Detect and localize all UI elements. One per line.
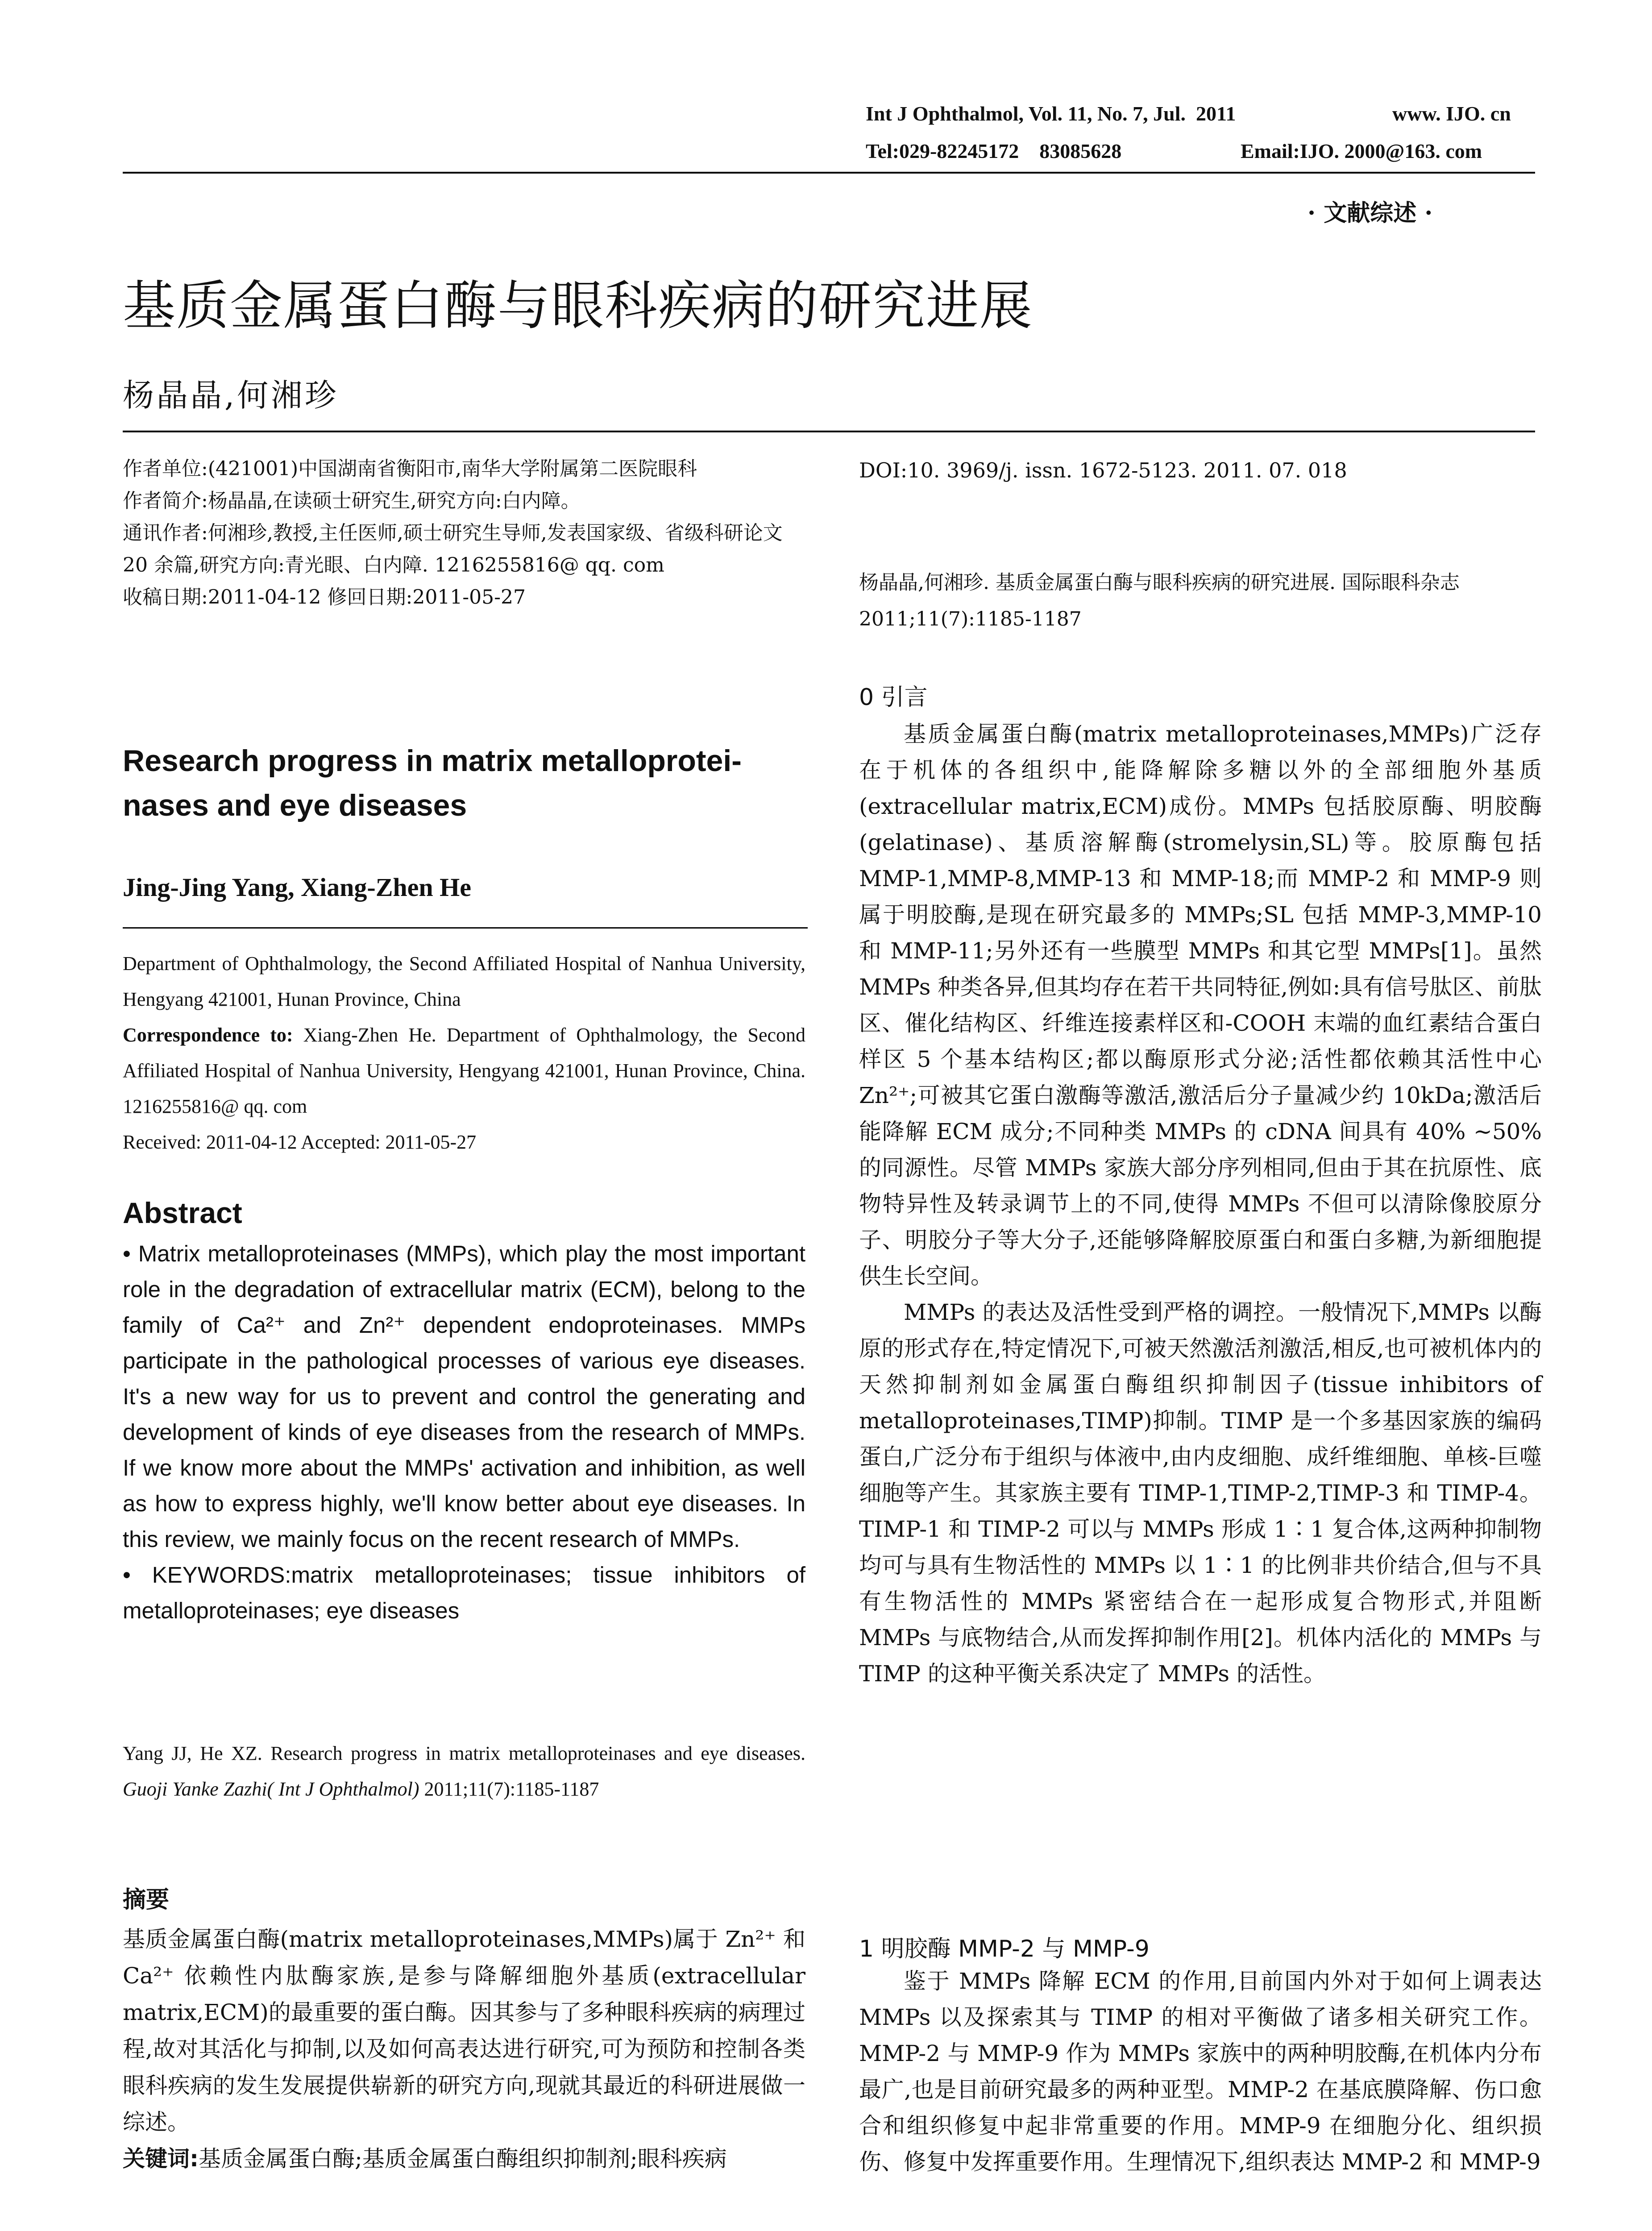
section-0-paragraph-1: 基质金属蛋白酶(matrix metalloproteinases,MMPs)广泛存在于机体的各组织中,能降解除多糖以外的全部细胞外基质(extracellular matrix,ECM)成份。MMPs 包括胶原酶、明胶酶(gelatinase)、基质溶解酶(stromelysin,SL)等。胶原酶包括 MMP-1,MMP-8,MMP-13 和 MMP-18;而 MMP-2 和 MMP-9 则属于明胶酶,是现在研究最多的 MMPs;SL 包括 MMP-3,MMP-10 和 MMP-11;另外还有一些膜型 MMPs 和其它型 MMPs[1]。虽然 MMPs 种类各异,但其均存在若干共同特征,例如:具有信号肽区、前肽区、催化结构区、纤维连接素样区和-COOH 末端的血红素结合蛋白样区 5 个基本结构区;都以酶原形式分泌;活性都依赖其活性中心 Zn²⁺;可被其它蛋白激酶等激活,激活后分子量减少约 10kDa;激活后能降解 ECM 成分;不同种类 MMPs 的 cDNA 间具有 40% ~50% 的同源性。尽管 MMPs 家族大部分序列相同,但由于其在抗原性、底物特异性及转录调节上的不同,使得 MMPs 不但可以清除像胶原分子、明胶分子等大分子,还能够降解胶原蛋白和蛋白多糖,为新细胞提供生长空间。 <box>859 721 1542 1289</box>
zhaiyao-heading: 摘要 <box>123 1887 170 1913</box>
zhaiyao-keywords <box>123 2140 805 2177</box>
abstract-keywords: • KEYWORDS:matrix metalloproteinases; tissue inhibitors of metalloproteinases; eye diseases <box>123 1562 805 1623</box>
doi: DOI:10. 3969/j. issn. 1672-5123. 2011. 07. 018 <box>859 458 1347 482</box>
article-authors: 杨晶晶,何湘珍 <box>123 377 339 414</box>
journal-website: www. IJO. cn <box>1392 102 1511 125</box>
article-title: 基质金属蛋白酶与眼科疾病的研究进展 <box>123 275 1034 336</box>
zhaiyao-body <box>123 1921 805 2177</box>
english-authors-rule <box>123 927 808 929</box>
keywords-label: 关键词: <box>123 2146 199 2172</box>
corresponding-author: 通讯作者:何湘珍,教授,主任医师,硕士研究生导师,发表国家级、省级科研论文 20 余篇,研究方向:青光眼、白内障. 1216255816@ qq. com <box>123 522 783 576</box>
section-tag: · 文献综述 · <box>1307 199 1433 227</box>
english-department: Department of Ophthalmology, the Second Affiliated Hospital of Nanhua University, Hengyang 421001, Hunan Province, China <box>123 953 805 1010</box>
section-0-body <box>859 716 1542 1692</box>
abstract-heading: Abstract <box>123 1196 242 1229</box>
journal-tel: Tel:029-82245172 83085628 <box>866 140 1122 162</box>
english-correspondence <box>123 1017 805 1124</box>
citation-journal: Guoji Yanke Zazhi( Int J Ophthalmol) <box>123 1778 419 1800</box>
header-rule <box>123 172 1535 174</box>
author-bio: 作者简介:杨晶晶,在读硕士研究生,研究方向:白内障。 <box>123 489 581 512</box>
author-affiliation: 作者单位:(421001)中国湖南省衡阳市,南华大学附属第二医院眼科 <box>123 457 697 480</box>
abstract-body <box>123 1236 805 1629</box>
section-1-body <box>859 1963 1542 2180</box>
section-0-paragraph-2: MMPs 的表达及活性受到严格的调控。一般情况下,MMPs 以酶原的形式存在,特定情况下,可被天然激活剂激活,相反,也可被机体内的天然抑制剂如金属蛋白酶组织抑制因子(tissue inhibitors of metalloproteinases,TIMP)抑制。TIMP 是一个多基因家族的编码蛋白,广泛分布于组织与体液中,由内皮细胞、成纤维细胞、单核-巨噬细胞等产生。其家族主要有 TIMP-1,TIMP-2,TIMP-3 和 TIMP-4。TIMP-1 和 TIMP-2 可以与 MMPs 形成 1∶1 复合体,这两种抑制物均可与具有生物活性的 MMPs 以 1∶1 的比例非共价结合,但与不具有生物活性的 MMPs 紧密结合在一起形成复合物形式,并阻断 MMPs 与底物结合,从而发挥抑制作用[2]。机体内活化的 MMPs 与 TIMP 的这种平衡关系决定了 MMPs 的活性。 <box>859 1299 1542 1687</box>
section-1-heading: 1 明胶酶 MMP-2 与 MMP-9 <box>859 1936 1150 1962</box>
author-meta <box>123 453 805 614</box>
english-affiliation <box>123 946 805 1160</box>
section-1-paragraph-1: 鉴于 MMPs 降解 ECM 的作用,目前国内外对于如何上调表达 MMPs 以及探索其与 TIMP 的相对平衡做了诸多相关研究工作。MMP-2 与 MMP-9 作为 MMPs 家族中的两种明胶酶,在机体内分布最广,也是目前研究最多的两种亚型。MMP-2 在基底膜降解、伤口愈合和组织修复中起非常重要的作用。MMP-9 在细胞分化、组织损伤、修复中发挥重要作用。生理情况下,组织表达 MMP-2 和 MMP-9 <box>859 1968 1542 2175</box>
title-rule <box>123 431 1535 432</box>
abstract-text: • Matrix metalloproteinases (MMPs), which play the most important role in the degradation of extracellular matrix (ECM), belong to the family of Ca²⁺ and Zn²⁺ dependent endoproteinases. MMPs participate in the pathological processes of various eye diseases. It's a new way for us to prevent and control the generating and development of kinds of eye diseases from the research of MMPs. If we know more about the MMPs' activation and inhibition, as well as how to express highly, we'll know better about eye diseases. In this review, we mainly focus on the recent research of MMPs. <box>123 1241 805 1552</box>
zhaiyao-text: 基质金属蛋白酶(matrix metalloproteinases,MMPs)属于 Zn²⁺ 和 Ca²⁺ 依赖性内肽酶家族,是参与降解细胞外基质(extracellular matrix,ECM)的最重要的蛋白酶。因其参与了多种眼科疾病的病理过程,故对其活化与抑制,以及如何高表达进行研究,可为预防和控制各类眼科疾病的发生发展提供崭新的研究方向,现就其最近的科研进展做一综述。 <box>123 1926 805 2135</box>
doi-block <box>859 453 1542 488</box>
english-title: Research progress in matrix metalloprotei-nases and eye diseases <box>123 744 742 822</box>
received-dates-cn: 收稿日期:2011-04-12 修回日期:2011-05-27 <box>123 586 526 609</box>
journal-email: Email:IJO. 2000@163. com <box>1241 140 1482 162</box>
english-received: Received: 2011-04-12 Accepted: 2011-05-27 <box>123 1131 477 1153</box>
correspondence-label: Correspondence to: <box>123 1024 293 1046</box>
english-authors: Jing-Jing Yang, Xiang-Zhen He <box>123 873 471 902</box>
correspondence-text: Xiang-Zhen He. Department of Ophthalmology, the Second Affiliated Hospital of Nanhua University, Hengyang 421001, Hunan Province, China. 1216255816@ qq. com <box>123 1024 805 1117</box>
citation-tail: 2011;11(7):1185-1187 <box>419 1778 599 1800</box>
chinese-citation: 杨晶晶,何湘珍. 基质金属蛋白酶与眼科疾病的研究进展. 国际眼科杂志 2011;11(7):1185-1187 <box>859 571 1460 630</box>
citation-plain: Yang JJ, He XZ. Research progress in matrix metalloproteinases and eye diseases. <box>123 1742 805 1764</box>
keywords-text: 基质金属蛋白酶;基质金属蛋白酶组织抑制剂;眼科疾病 <box>199 2146 727 2172</box>
section-0-heading: 0 引言 <box>859 684 928 711</box>
journal-citation-header: Int J Ophthalmol, Vol. 11, No. 7, Jul. 2011 <box>866 102 1236 125</box>
english-citation <box>123 1736 805 1807</box>
